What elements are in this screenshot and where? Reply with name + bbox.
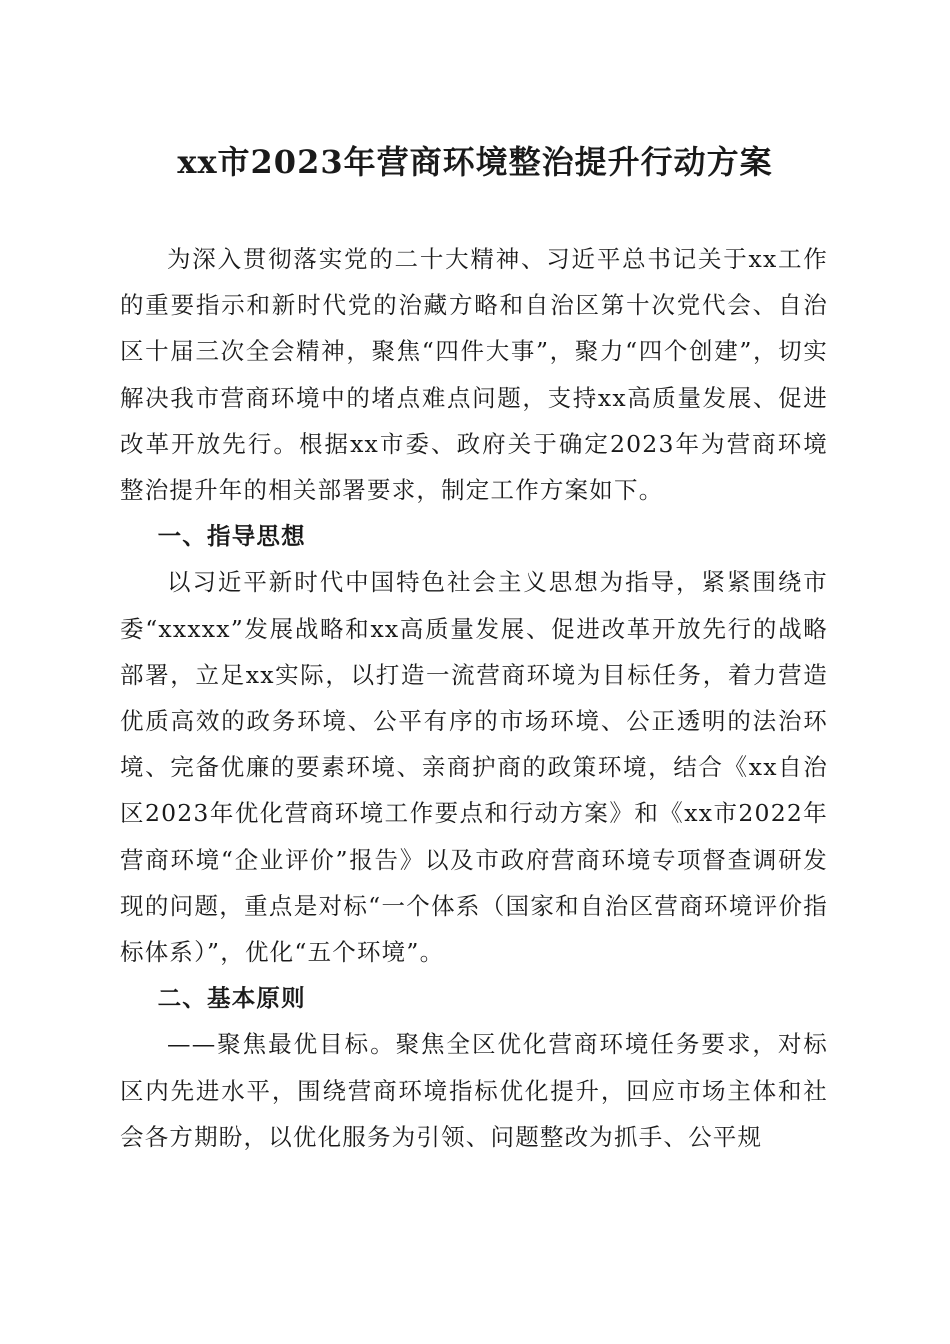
document-title: xx市2023年营商环境整治提升行动方案 [177,143,773,181]
section-heading-basic-principles: 二、基本原则 [157,984,306,1013]
document-body [120,236,828,1160]
intro-paragraph: 为深入贯彻落实党的二十大精神、习近平总书记关于xx工作的重要指示和新时代党的治藏方略和自治区第十次党代会、自治区十届三次全会精神，聚焦“四件大事”，聚力“四个创建”，切实解决我市营商环境中的堵点难点问题，支持xx高质量发展、促进改革开放先行。根据xx市委、政府关于确定2023年为营商环境整治提升年的相关部署要求，制定工作方案如下。 [120,245,828,505]
section-paragraph-basic-principles: ——聚焦最优目标。聚焦全区优化营商环境任务要求，对标区内先进水平，围绕营商环境指标优化提升，回应市场主体和社会各方期盼，以优化服务为引领、问题整改为抓手、公平规 [120,1030,828,1151]
section-heading-guiding-ideology: 一、指导思想 [157,522,306,551]
section-paragraph-guiding-ideology: 以习近平新时代中国特色社会主义思想为指导，紧紧围绕市委“xxxxx”发展战略和xx高质量发展、促进改革开放先行的战略部署，立足xx实际，以打造一流营商环境为目标任务，着力营造优质高效的政务环境、公平有序的市场环境、公正透明的法治环境、完备优廉的要素环境、亲商护商的政策环境，结合《xx自治区2023年优化营商环境工作要点和行动方案》和《xx市2022年营商环境“企业评价”报告》以及市政府营商环境专项督查调研发现的问题，重点是对标“一个体系（国家和自治区营商环境评价指标体系）”，优化“五个环境”。 [120,568,828,967]
